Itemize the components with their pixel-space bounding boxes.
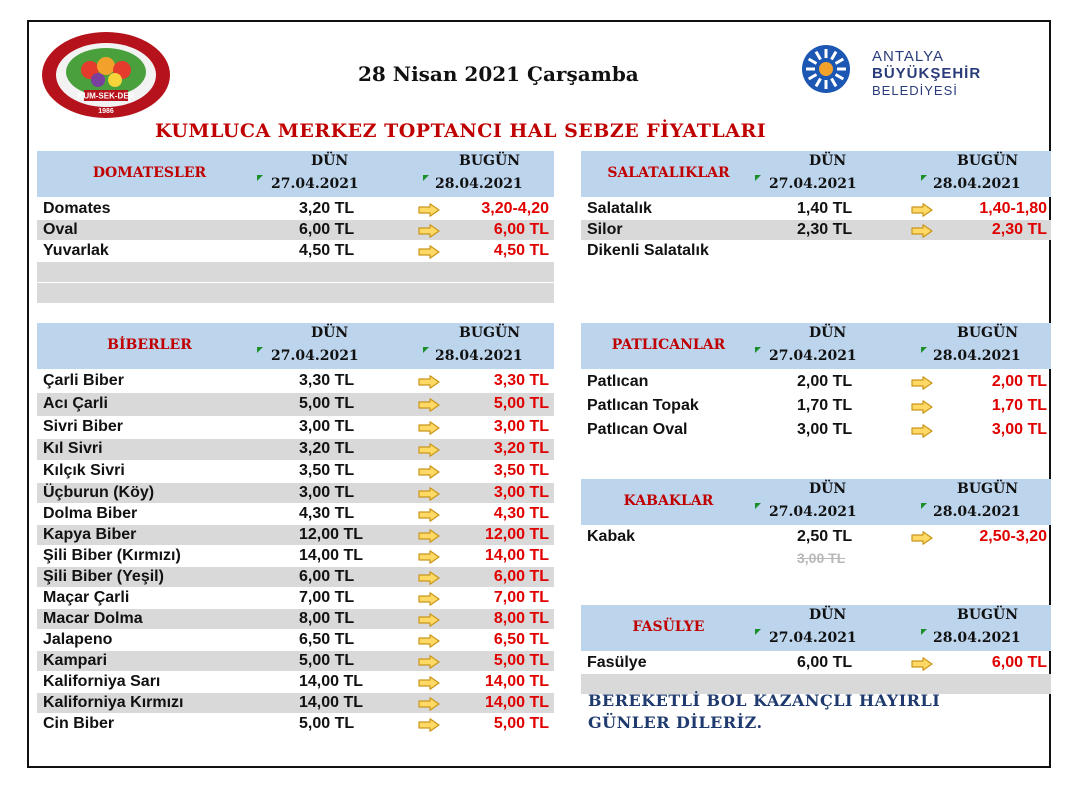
today-price: 6,00 TL: [493, 221, 549, 238]
today-price: 8,00 TL: [493, 610, 549, 627]
today-price: 3,20 TL: [493, 440, 549, 457]
yesterday-price: 6,50 TL: [299, 631, 355, 648]
today-price: 3,00 TL: [493, 418, 549, 435]
arrow-right-icon: [418, 634, 440, 648]
yesterday-price: 1,70 TL: [797, 397, 853, 414]
item-name: Kaliforniya Kırmızı: [43, 694, 184, 711]
arrow-right-icon: [418, 676, 440, 690]
table-row: [37, 283, 554, 303]
yesterday-price: 7,00 TL: [299, 589, 355, 606]
item-name: Salatalık: [587, 200, 652, 217]
today-price: 2,30 TL: [991, 221, 1047, 238]
item-name: Acı Çarli: [43, 395, 108, 412]
column-header-today-date: 28.04.2021: [933, 176, 1021, 192]
kum-sek-der-logo: [40, 30, 172, 120]
cell-marker-icon: [921, 347, 927, 353]
arrow-right-icon: [911, 400, 933, 414]
yesterday-price: 14,00 TL: [299, 673, 364, 690]
today-price: 1,40-1,80: [979, 200, 1047, 217]
arrow-right-icon: [418, 421, 440, 435]
arrow-right-icon: [911, 203, 933, 217]
column-header-today: BUGÜN: [957, 481, 1019, 497]
item-name: Kampari: [43, 652, 108, 669]
arrow-right-icon: [418, 655, 440, 669]
today-price: 3,30 TL: [493, 372, 549, 389]
item-name: Kapya Biber: [43, 526, 137, 543]
column-header-today: BUGÜN: [957, 325, 1019, 341]
today-price: 3,50 TL: [493, 462, 549, 479]
brand-line-2: BÜYÜKŞEHİR: [872, 65, 982, 82]
table-row: [37, 630, 554, 650]
yesterday-price: 4,50 TL: [299, 242, 355, 259]
yesterday-price: 2,00 TL: [797, 373, 853, 390]
table-row: [37, 651, 554, 671]
arrow-right-icon: [418, 529, 440, 543]
arrow-right-icon: [418, 398, 440, 412]
yesterday-price: 1,40 TL: [797, 200, 853, 217]
arrow-right-icon: [418, 550, 440, 564]
item-name: Dikenli Salatalık: [587, 242, 709, 259]
item-name: Kaliforniya Sarı: [43, 673, 161, 690]
item-name: Maçar Çarli: [43, 589, 130, 606]
table-row: [37, 714, 554, 734]
yesterday-price: 3,00 TL: [299, 484, 355, 501]
item-name: Jalapeno: [43, 631, 113, 648]
arrow-right-icon: [418, 465, 440, 479]
today-price: 14,00 TL: [484, 547, 549, 564]
today-price: 4,30 TL: [493, 505, 549, 522]
column-header-today: BUGÜN: [957, 153, 1019, 169]
yesterday-price: 2,30 TL: [797, 221, 853, 238]
column-header-yesterday: DÜN: [809, 607, 847, 623]
antalya-brand-text: [872, 48, 981, 99]
section-title: SALATALIKLAR: [607, 165, 730, 181]
arrow-right-icon: [418, 571, 440, 585]
item-name: Silor: [587, 221, 623, 238]
table-row: [37, 199, 554, 219]
cell-marker-icon: [755, 503, 761, 509]
column-header-yesterday-date: 27.04.2021: [769, 630, 857, 646]
today-price: 4,50 TL: [493, 242, 549, 259]
yesterday-price: 3,20 TL: [299, 200, 355, 217]
today-price: 14,00 TL: [484, 673, 549, 690]
today-price: 7,00 TL: [493, 589, 549, 606]
today-price: 5,00 TL: [493, 652, 549, 669]
arrow-right-icon: [418, 613, 440, 627]
today-price: 3,20-4,20: [481, 200, 549, 217]
column-header-today-date: 28.04.2021: [933, 504, 1021, 520]
yesterday-price: 8,00 TL: [299, 610, 355, 627]
page-title: KUMLUCA MERKEZ TOPTANCI HAL SEBZE FİYATLARI: [155, 120, 767, 142]
cell-marker-icon: [755, 347, 761, 353]
item-name: Kabak: [587, 528, 636, 545]
table-row: [37, 262, 554, 282]
item-name: Şili Biber (Kırmızı): [43, 547, 181, 564]
column-header-today: BUGÜN: [459, 153, 521, 169]
today-price: 6,50 TL: [493, 631, 549, 648]
today-price: 1,70 TL: [991, 397, 1047, 414]
item-name: Kılçık Sivri: [43, 462, 125, 479]
item-name: Üçburun (Köy): [43, 484, 155, 501]
arrow-right-icon: [418, 245, 440, 259]
footer-message: [588, 690, 940, 734]
column-header-yesterday: DÜN: [809, 325, 847, 341]
cell-marker-icon: [423, 347, 429, 353]
arrow-right-icon: [418, 508, 440, 522]
column-header-yesterday: DÜN: [311, 153, 349, 169]
antalya-sun-logo: [786, 44, 866, 94]
today-price: 5,00 TL: [493, 715, 549, 732]
yesterday-price: 3,50 TL: [299, 462, 355, 479]
today-price: 6,00 TL: [991, 654, 1047, 671]
date-label: 28 Nisan 2021 Çarşamba: [358, 62, 639, 86]
arrow-right-icon: [911, 424, 933, 438]
item-name: Fasülye: [587, 654, 647, 671]
item-name: Sivri Biber: [43, 418, 124, 435]
today-price: 2,50-3,20: [979, 528, 1047, 545]
item-name: Patlıcan: [587, 373, 649, 390]
item-name: Şili Biber (Yeşil): [43, 568, 164, 585]
item-name: Domates: [43, 200, 111, 217]
struck-price: 3,00 TL: [797, 550, 846, 566]
section-title: KABAKLAR: [623, 493, 714, 509]
cell-marker-icon: [921, 503, 927, 509]
item-name: Yuvarlak: [43, 242, 109, 259]
arrow-right-icon: [418, 203, 440, 217]
arrow-right-icon: [418, 592, 440, 606]
item-name: Oval: [43, 221, 78, 238]
column-header-today: BUGÜN: [459, 325, 521, 341]
table-row: [37, 241, 554, 261]
column-header-today-date: 28.04.2021: [435, 348, 523, 364]
today-price: 3,00 TL: [493, 484, 549, 501]
arrow-right-icon: [911, 531, 933, 545]
yesterday-price: 6,00 TL: [299, 221, 355, 238]
today-price: 12,00 TL: [484, 526, 549, 543]
arrow-right-icon: [418, 443, 440, 457]
svg-text:KUM-SEK-DER: KUM-SEK-DER: [77, 91, 135, 101]
column-header-yesterday-date: 27.04.2021: [271, 348, 359, 364]
arrow-right-icon: [418, 487, 440, 501]
item-name: Çarli Biber: [43, 372, 124, 389]
cell-marker-icon: [921, 629, 927, 635]
section-title: DOMATESLER: [92, 165, 207, 181]
today-price: 2,00 TL: [991, 373, 1047, 390]
footer-line-1: BEREKETLİ BOL KAZANÇLI HAYIRLI: [588, 691, 941, 710]
yesterday-price: 3,00 TL: [299, 418, 355, 435]
table-row: [37, 393, 554, 416]
cell-marker-icon: [423, 175, 429, 181]
section-title: FASÜLYE: [632, 619, 705, 635]
today-price: 3,00 TL: [991, 421, 1047, 438]
column-header-yesterday-date: 27.04.2021: [769, 348, 857, 364]
yesterday-price: 6,00 TL: [797, 654, 853, 671]
cell-marker-icon: [755, 175, 761, 181]
cell-marker-icon: [257, 347, 263, 353]
today-price: 5,00 TL: [493, 395, 549, 412]
yesterday-price: 5,00 TL: [299, 652, 355, 669]
yesterday-price: 5,00 TL: [299, 395, 355, 412]
arrow-right-icon: [911, 657, 933, 671]
column-header-yesterday-date: 27.04.2021: [271, 176, 359, 192]
item-name: Cin Biber: [43, 715, 115, 732]
brand-line-1: ANTALYA: [872, 48, 945, 65]
today-price: 6,00 TL: [493, 568, 549, 585]
column-header-today-date: 28.04.2021: [435, 176, 523, 192]
column-header-today-date: 28.04.2021: [933, 630, 1021, 646]
yesterday-price: 12,00 TL: [299, 526, 364, 543]
column-header-yesterday: DÜN: [311, 325, 349, 341]
yesterday-price: 5,00 TL: [299, 715, 355, 732]
cell-marker-icon: [257, 175, 263, 181]
yesterday-price: 6,00 TL: [299, 568, 355, 585]
yesterday-price: 3,20 TL: [299, 440, 355, 457]
yesterday-price: 3,30 TL: [299, 372, 355, 389]
arrow-right-icon: [418, 375, 440, 389]
column-header-yesterday: DÜN: [809, 481, 847, 497]
column-header-yesterday: DÜN: [809, 153, 847, 169]
item-name: Macar Dolma: [43, 610, 143, 627]
section-title: BİBERLER: [107, 337, 192, 353]
arrow-right-icon: [911, 224, 933, 238]
item-name: Patlıcan Oval: [587, 421, 688, 438]
item-name: Patlıcan Topak: [587, 397, 699, 414]
table-row: [37, 220, 554, 240]
item-name: Dolma Biber: [43, 505, 138, 522]
cell-marker-icon: [921, 175, 927, 181]
arrow-right-icon: [911, 376, 933, 390]
yesterday-price: 4,30 TL: [299, 505, 355, 522]
yesterday-price: 2,50 TL: [797, 528, 853, 545]
arrow-right-icon: [418, 718, 440, 732]
cell-marker-icon: [755, 629, 761, 635]
yesterday-price: 14,00 TL: [299, 547, 364, 564]
arrow-right-icon: [418, 697, 440, 711]
today-price: 14,00 TL: [484, 694, 549, 711]
table-row: [37, 439, 554, 460]
arrow-right-icon: [418, 224, 440, 238]
section-title: PATLICANLAR: [611, 337, 726, 353]
column-header-yesterday-date: 27.04.2021: [769, 176, 857, 192]
column-header-today-date: 28.04.2021: [933, 348, 1021, 364]
column-header-today: BUGÜN: [957, 607, 1019, 623]
svg-text:1986: 1986: [98, 108, 114, 115]
item-name: Kıl Sivri: [43, 440, 103, 457]
yesterday-price: 14,00 TL: [299, 694, 364, 711]
brand-line-3: BELEDİYESİ: [872, 83, 958, 98]
footer-line-2: GÜNLER DİLERİZ.: [588, 713, 763, 732]
yesterday-price: 3,00 TL: [797, 421, 853, 438]
column-header-yesterday-date: 27.04.2021: [769, 504, 857, 520]
